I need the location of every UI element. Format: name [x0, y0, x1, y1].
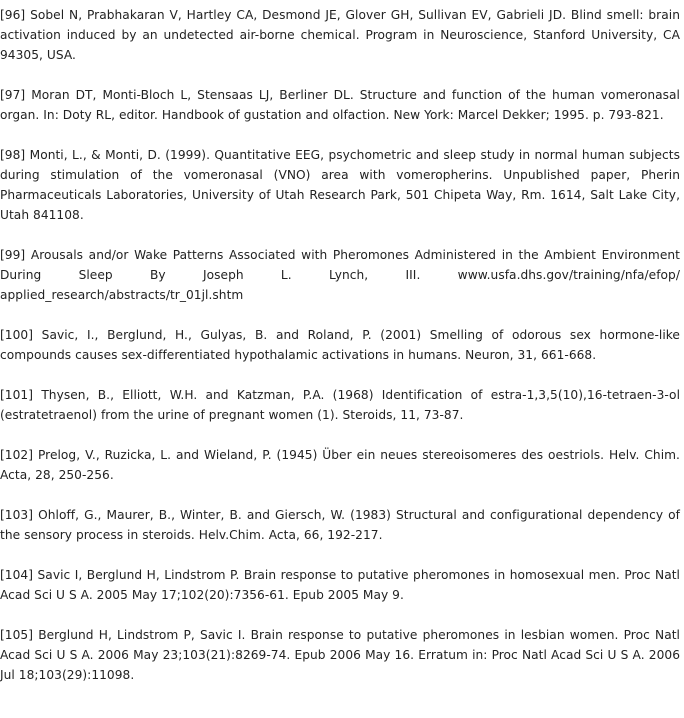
reference-number: [105] [0, 628, 34, 642]
reference-text: Arousals and/or Wake Patterns Associated with Pheromones Administered in the Ambient Environment During Sleep By Joseph L. Lynch, III. www.usfa.dhs.gov/training/nfa/efop/ applied_research/abstracts/tr_01jl.shtm [0, 248, 680, 302]
reference-item [0, 245, 680, 305]
reference-item [0, 385, 680, 425]
reference-text: Savic I, Berglund H, Lindstrom P. Brain response to putative pheromones in homosexual men. Proc Natl Acad Sci U S A. 2005 May 17;102(20):7356-61. Epub 2005 May 9. [0, 568, 680, 602]
reference-item [0, 565, 680, 605]
reference-number: [96] [0, 8, 26, 22]
reference-item [0, 325, 680, 365]
reference-item [0, 445, 680, 485]
reference-number: [101] [0, 388, 34, 402]
reference-text: Monti, L., & Monti, D. (1999). Quantitative EEG, psychometric and sleep study in normal human subjects during stimulation of the vomeronasal (VNO) area with vomeropherins. Unpublished paper, Pherin Pharmaceuticals Laboratories, University of Utah Research Park, 501 Chipeta Way, Rm. 1614, Salt Lake City, Utah 841108. [0, 148, 680, 222]
reference-item [0, 505, 680, 545]
reference-number: [102] [0, 448, 34, 462]
reference-text: Thysen, B., Elliott, W.H. and Katzman, P.A. (1968) Identification of estra-1,3,5(10),16-tetraen-3-ol (estratetraenol) from the urine of pregnant women (1). Steroids, 11, 73-87. [0, 388, 680, 422]
reference-text: Savic, I., Berglund, H., Gulyas, B. and Roland, P. (2001) Smelling of odorous sex hormone-like compounds causes sex-differentiated hypothalamic activations in humans. Neuron, 31, 661-668. [0, 328, 680, 362]
reference-text: Prelog, V., Ruzicka, L. and Wieland, P. (1945) Über ein neues stereoisomeres des oestriols. Helv. Chim. Acta, 28, 250-256. [0, 448, 680, 482]
reference-item [0, 5, 680, 65]
reference-list [0, 5, 680, 705]
reference-text: Berglund H, Lindstrom P, Savic I. Brain response to putative pheromones in lesbian women. Proc Natl Acad Sci U S A. 2006 May 23;103(21):8269-74. Epub 2006 May 16. Erratum in: Proc Natl Acad Sci U S A. 2006 Jul 18;103(29):11098. [0, 628, 680, 682]
reference-number: [97] [0, 88, 26, 102]
reference-number: [103] [0, 508, 34, 522]
reference-number: [99] [0, 248, 26, 262]
reference-number: [98] [0, 148, 26, 162]
reference-text: Ohloff, G., Maurer, B., Winter, B. and Giersch, W. (1983) Structural and configurational dependency of the sensory process in steroids. Helv.Chim. Acta, 66, 192-217. [0, 508, 680, 542]
reference-item [0, 145, 680, 225]
reference-item [0, 85, 680, 125]
reference-number: [100] [0, 328, 34, 342]
reference-item [0, 625, 680, 685]
reference-number: [104] [0, 568, 34, 582]
reference-text: Sobel N, Prabhakaran V, Hartley CA, Desmond JE, Glover GH, Sullivan EV, Gabrieli JD. Blind smell: brain activation induced by an undetected air-borne chemical. Program in Neuroscience, Stanford University, CA 94305, USA. [0, 8, 680, 62]
reference-text: Moran DT, Monti-Bloch L, Stensaas LJ, Berliner DL. Structure and function of the human vomeronasal organ. In: Doty RL, editor. Handbook of gustation and olfaction. New York: Marcel Dekker; 1995. p. 793-821. [0, 88, 680, 122]
